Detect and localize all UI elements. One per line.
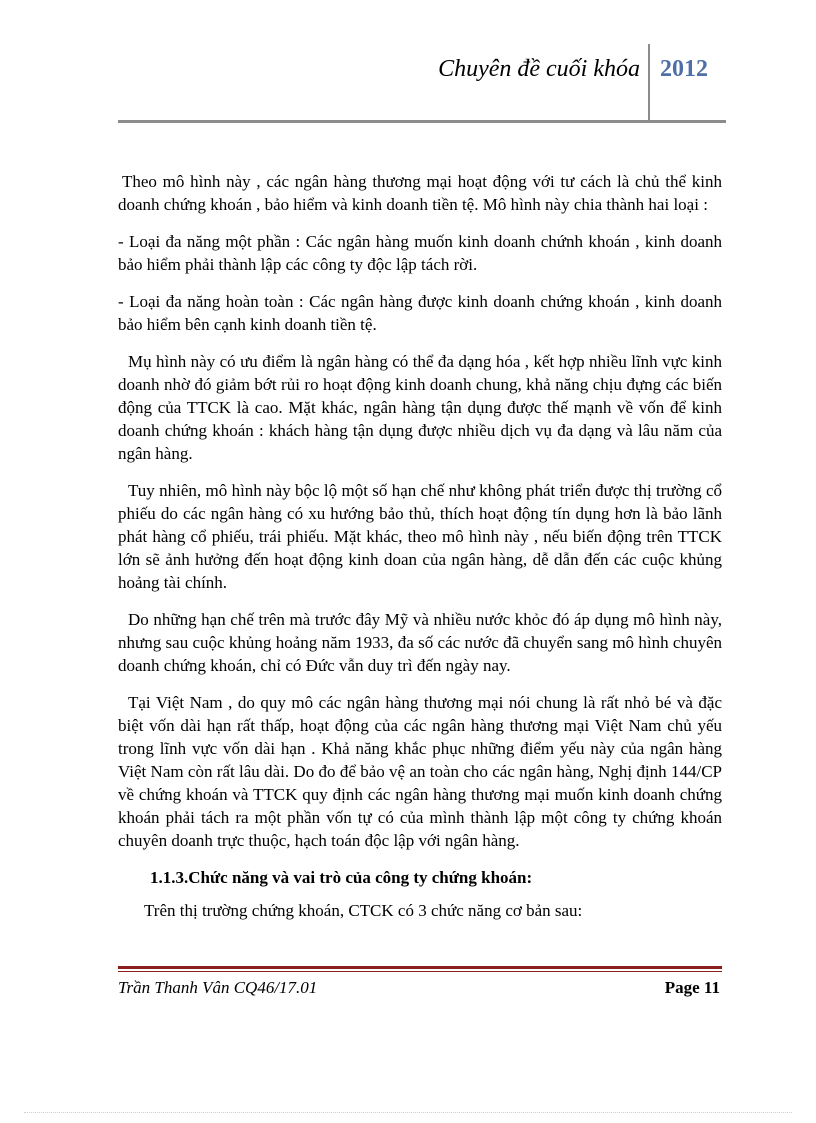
header-rule — [118, 120, 726, 123]
paragraph-5: Tuy nhiên, mô hình này bộc lộ một số hạn chế như không phát triển được thị trường cổ phiếu do các ngân hàng có xu hướng bảo thủ, thích hoạt động tín dụng hơn là bảo lãnh phát hàng cổ phiếu, trái phiếu. Mặt khác, theo mô hình này , nếu biến động trên TTCK lớn sẽ ảnh hưởng đến hoạt động kinh doan của ngân hàng, dễ dẫn đến các cuộc khủng hoảng tài chính. — [118, 481, 722, 592]
section-heading: 1.1.3.Chức năng và vai trò của công ty chứng khoán: — [150, 868, 533, 887]
paragraph-7: Tại Việt Nam , do quy mô các ngân hàng thương mại nói chung là rất nhỏ bé và đặc biệt vốn dài hạn rất thấp, hoạt động của các ngân hàng thương mại Việt Nam chủ yếu trong lĩnh vực vốn dài hạn . Khả năng khắc phục những điểm yếu này của ngân hàng Việt Nam còn rất lâu dài. Do đo để bảo vệ an toàn cho các ngân hàng, Nghị định 144/CP về chứng khoán và TTCK quy định các ngân hàng thương mại muốn kinh doanh chứng khoán phải tách ra một phần vốn tự có của mình thành lập một công ty chứng khoán chuyên doanh trực thuộc, hạch toán độc lập với ngân hàng. — [118, 693, 722, 850]
header-divider — [648, 44, 650, 120]
paragraph-4: Mụ hình này có ưu điểm là ngân hàng có thể đa dạng hóa , kết hợp nhiều lĩnh vực kinh doanh nhờ đó giảm bớt rủi ro hoạt động kinh doanh chung, khả năng chịu đựng các biến động của TTCK là cao. Mặt khác, ngân hàng tận dụng được thế mạnh về vốn để kinh doanh chứng khoán : khách hàng tận dụng được nhiều dịch vụ đa dạng và lâu năm của ngân hàng. — [118, 352, 722, 463]
footer-rule-thick — [118, 966, 722, 969]
footer-author: Trần Thanh Vân CQ46/17.01 — [118, 978, 318, 997]
footer-rule-thin — [118, 971, 722, 972]
paragraph-2: - Loại đa năng một phần : Các ngân hàng muốn kinh doanh chứnh khoán , kinh doanh bảo hiểm phải thành lập các công ty độc lập tách rời. — [118, 232, 722, 274]
paragraph-1: Theo mô hình này , các ngân hàng thương mại hoạt động với tư cách là chủ thể kinh doanh chứng khoán , bảo hiểm và kinh doanh tiền tệ. Mô hình này chia thành hai loại : — [118, 172, 722, 214]
document-body — [118, 170, 722, 936]
paragraph-3: - Loại đa năng hoàn toàn : Các ngân hàng được kinh doanh chứng khoán , kinh doanh bảo hiểm bên cạnh kinh doanh tiền tệ. — [118, 292, 722, 334]
paragraph-6: Do những hạn chế trên mà trước đây Mỹ và nhiều nước khỏc đó áp dụng mô hình này, nhưng sau cuộc khủng hoảng năm 1933, đa số các nước đã chuyển sang mô hình chuyên doanh chứng khoán, chỉ có Đức vẫn duy trì đến ngày nay. — [118, 610, 722, 675]
paragraph-8: Trên thị trường chứng khoán, CTCK có 3 chức năng cơ bản sau: — [144, 901, 583, 920]
page-edge — [24, 1112, 792, 1113]
header-year: 2012 — [660, 56, 708, 82]
header-title: Chuyên đề cuối khóa — [438, 56, 640, 82]
page-number: Page 11 — [664, 978, 720, 997]
